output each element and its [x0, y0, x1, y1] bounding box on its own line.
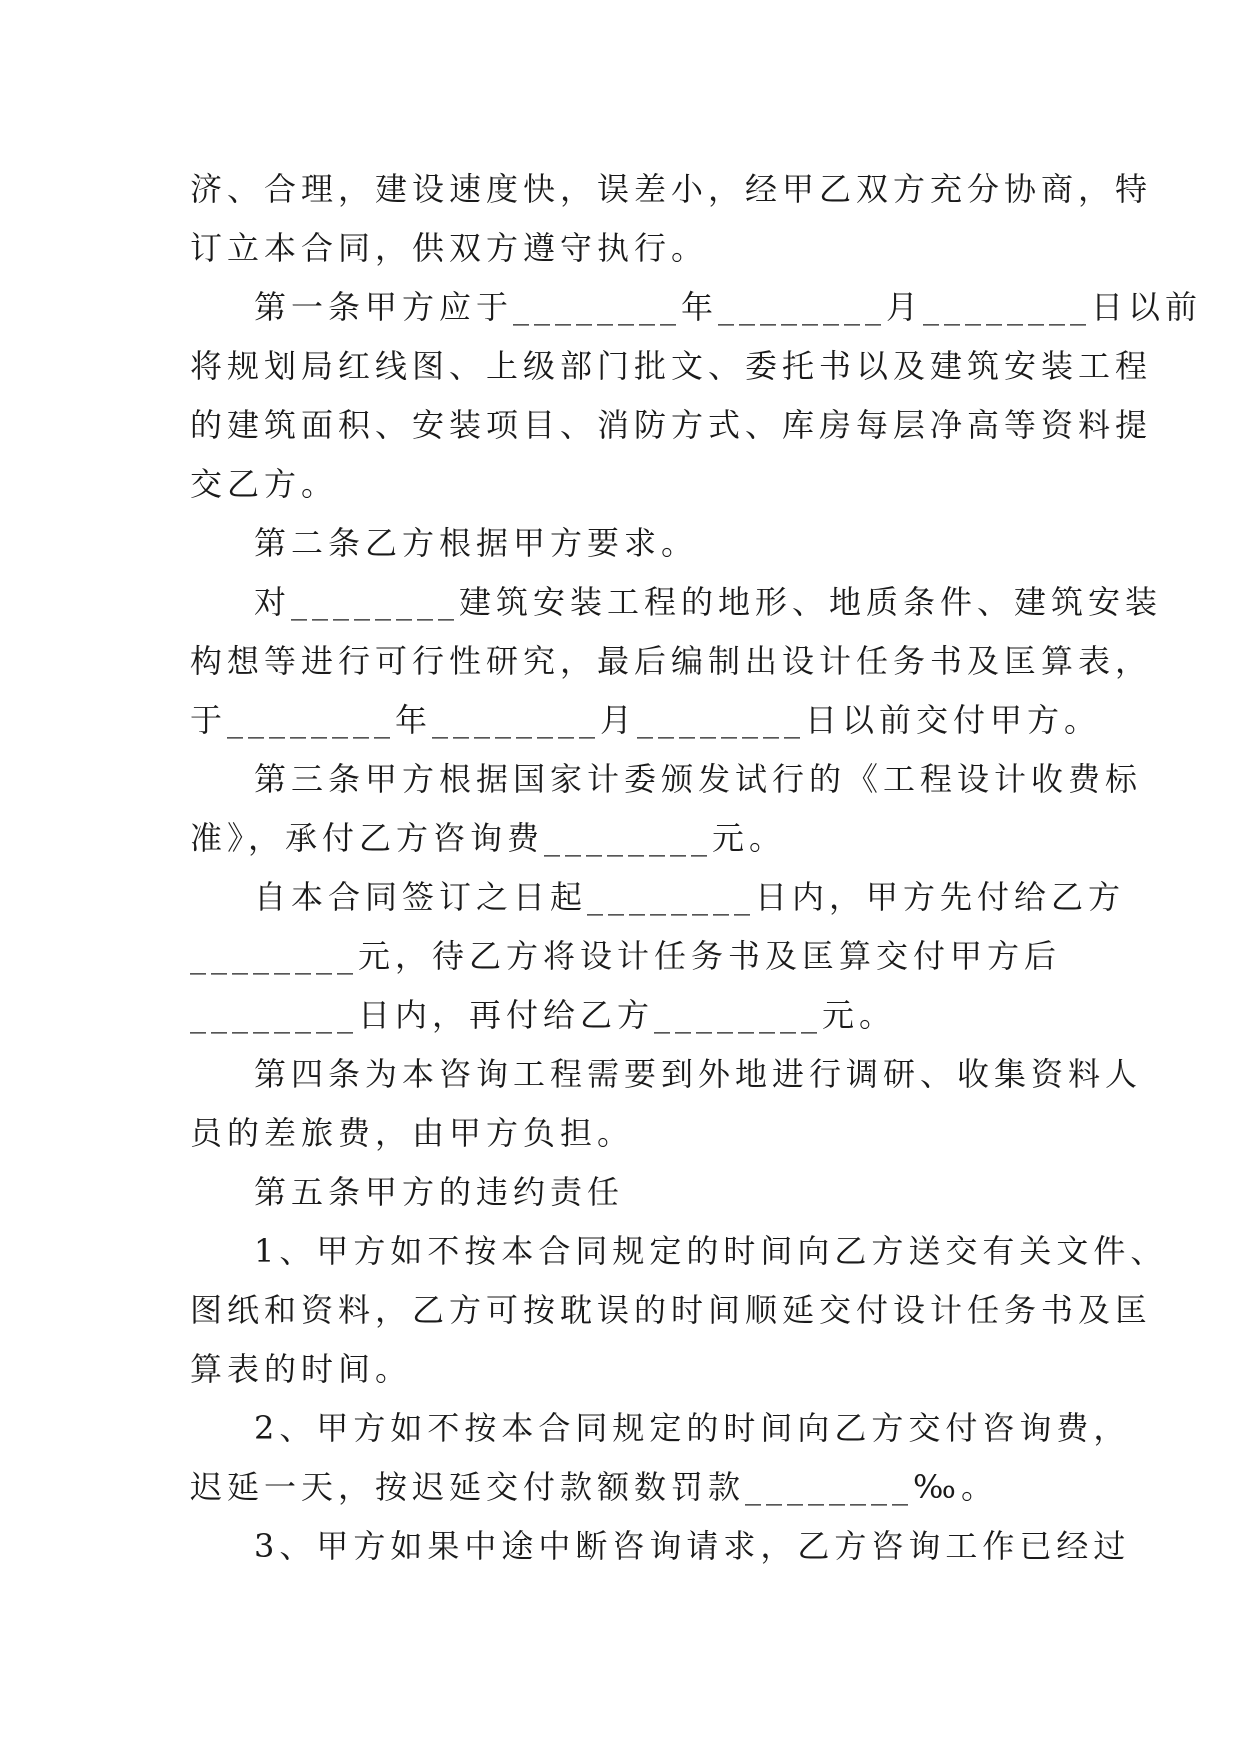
- text-line: 第二条乙方根据甲方要求。: [254, 524, 699, 562]
- text-line: 图纸和资料，乙方可按耽误的时间顺延交付设计任务书及匡: [190, 1291, 1153, 1329]
- text-line: 交乙方。: [190, 465, 339, 503]
- text-line: 订立本合同，供双方遵守执行。: [190, 229, 709, 267]
- text-line: 第一条甲方应于________年________月________日以前: [254, 288, 1203, 326]
- text-line: 2、甲方如不按本合同规定的时间向乙方交付咨询费，: [254, 1409, 1131, 1447]
- paragraph-article-2-detail: [190, 573, 1163, 750]
- text-line: 于________年________月________日以前交付甲方。: [190, 701, 1102, 739]
- text-line: 自本合同签订之日起________日内，甲方先付给乙方: [254, 878, 1126, 916]
- text-line: 第三条甲方根据国家计委颁发试行的《工程设计收费标: [254, 760, 1143, 798]
- paragraph-article-5: [190, 1163, 1052, 1222]
- text-line: ________日内，再付给乙方________元。: [190, 996, 897, 1034]
- text-line: ________元，待乙方将设计任务书及匡算交付甲方后: [190, 937, 1062, 975]
- text-line: 员的差旅费，由甲方负担。: [190, 1114, 635, 1152]
- text-line: 算表的时间。: [190, 1350, 413, 1388]
- paragraph-article-2: [190, 514, 1052, 573]
- text-line: 迟延一天，按迟延交付款额数罚款________‰。: [190, 1468, 998, 1506]
- text-line: 将规划局红线图、上级部门批文、委托书以及建筑安装工程: [190, 347, 1153, 385]
- text-line: 3、甲方如果中途中断咨询请求，乙方咨询工作已经过: [254, 1527, 1131, 1565]
- text-line: 构想等进行可行性研究，最后编制出设计任务书及匡算表，: [190, 642, 1153, 680]
- paragraph-article-3: [190, 750, 1143, 868]
- paragraph-intro: [190, 160, 1153, 278]
- text-line: 第五条甲方的违约责任: [254, 1173, 625, 1211]
- paragraph-article-3-payment: [190, 868, 1126, 1045]
- text-line: 的建筑面积、安装项目、消防方式、库房每层净高等资料提: [190, 406, 1153, 444]
- paragraph-article-4: [190, 1045, 1143, 1163]
- text-line: 准》，承付乙方咨询费________元。: [190, 819, 787, 857]
- text-line: 济、合理，建设速度快，误差小，经甲乙双方充分协商，特: [190, 170, 1153, 208]
- text-line: 1、甲方如不按本合同规定的时间向乙方送交有关文件、: [254, 1232, 1168, 1270]
- paragraph-article-1: [190, 278, 1203, 514]
- paragraph-article-5-item-1: [190, 1222, 1168, 1399]
- paragraph-article-5-item-2: [190, 1399, 1131, 1517]
- text-line: 第四条为本咨询工程需要到外地进行调研、收集资料人: [254, 1055, 1143, 1093]
- text-line: 对________建筑安装工程的地形、地质条件、建筑安装: [254, 583, 1163, 621]
- document-body: [190, 160, 1203, 1576]
- paragraph-article-5-item-3: [190, 1517, 1131, 1576]
